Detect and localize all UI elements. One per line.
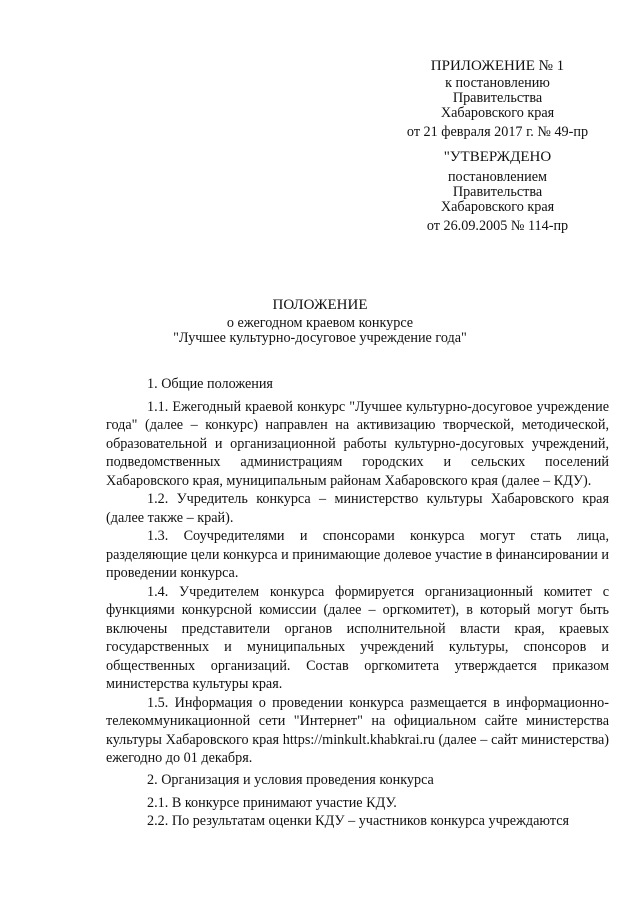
section-1	[106, 375, 609, 768]
annex-title: ПРИЛОЖЕНИЕ № 1	[430, 58, 565, 74]
document-heading	[60, 296, 580, 346]
document-subtitle-line1: о ежегодном краевом конкурсе	[226, 315, 414, 331]
document-title: ПОЛОЖЕНИЕ	[272, 297, 368, 313]
section-1-heading: 1. Общие положения	[147, 376, 273, 392]
approved-region: Хабаровского края	[440, 199, 555, 215]
paragraph-1-5: 1.5. Информация о проведении конкурса размещается в информационно-телекоммуникационной сети "Интернет" на официальном сайте министерства культуры Хабаровского края https://minkult.khabkrai.ru (далее – сайт министерства) ежегодно до 01 декабря.	[106, 694, 609, 766]
paragraph-2-1: 2.1. В конкурсе принимают участие КДУ.	[147, 794, 397, 811]
annex-stamp	[395, 58, 600, 140]
annex-region: Хабаровского края	[440, 105, 555, 121]
paragraph-1-4: 1.4. Учредителем конкурса формируется организационный комитет с функциями конкурсной комиссии (далее – оргкомитет), в который могут быть включены представители органов исполнительной власти края, краевых государственных и муниципальных учреждений культуры, спонсоров и общественных организаций. Состав оргкомитета утверждается приказом министерства культуры края.	[106, 583, 609, 692]
annex-government: Правительства	[452, 90, 543, 106]
paragraph-1-2: 1.2. Учредитель конкурса – министерство культуры Хабаровского края (далее также – край).	[106, 491, 609, 526]
paragraph-1-1: 1.1. Ежегодный краевой конкурс "Лучшее культурно-досуговое учреждение года" (далее – конкурс) направлен на активизацию творческой, методической, образовательной и организационной работы культурно-досуговых учреждений, подведомственных администрациям городских и сельских поселений Хабаровского края, муниципальным районам Хабаровского края (далее – КДУ).	[106, 398, 609, 489]
section-2	[106, 771, 609, 831]
annex-to-resolution: к постановлению	[445, 75, 550, 91]
paragraph-2-2: 2.2. По результатам оценки КДУ – участников конкурса учреждаются	[147, 813, 570, 829]
section-2-heading: 2. Организация и условия проведения конкурса	[147, 772, 434, 788]
paragraph-1-3: 1.3. Соучредителями и спонсорами конкурса могут стать лица, разделяющие цели конкурса и принимающие долевое участие в финансировании и проведении конкурса.	[106, 528, 609, 581]
approved-stamp	[395, 149, 600, 234]
approved-by-resolution: постановлением	[447, 169, 548, 185]
approved-label: "УТВЕРЖДЕНО	[443, 149, 552, 165]
approved-government: Правительства	[452, 184, 543, 200]
annex-date-number: от 21 февраля 2017 г. № 49-пр	[406, 124, 589, 140]
document-subtitle-line2: "Лучшее культурно-досуговое учреждение года"	[173, 330, 467, 346]
approved-date-number: от 26.09.2005 № 114-пр	[426, 218, 569, 234]
